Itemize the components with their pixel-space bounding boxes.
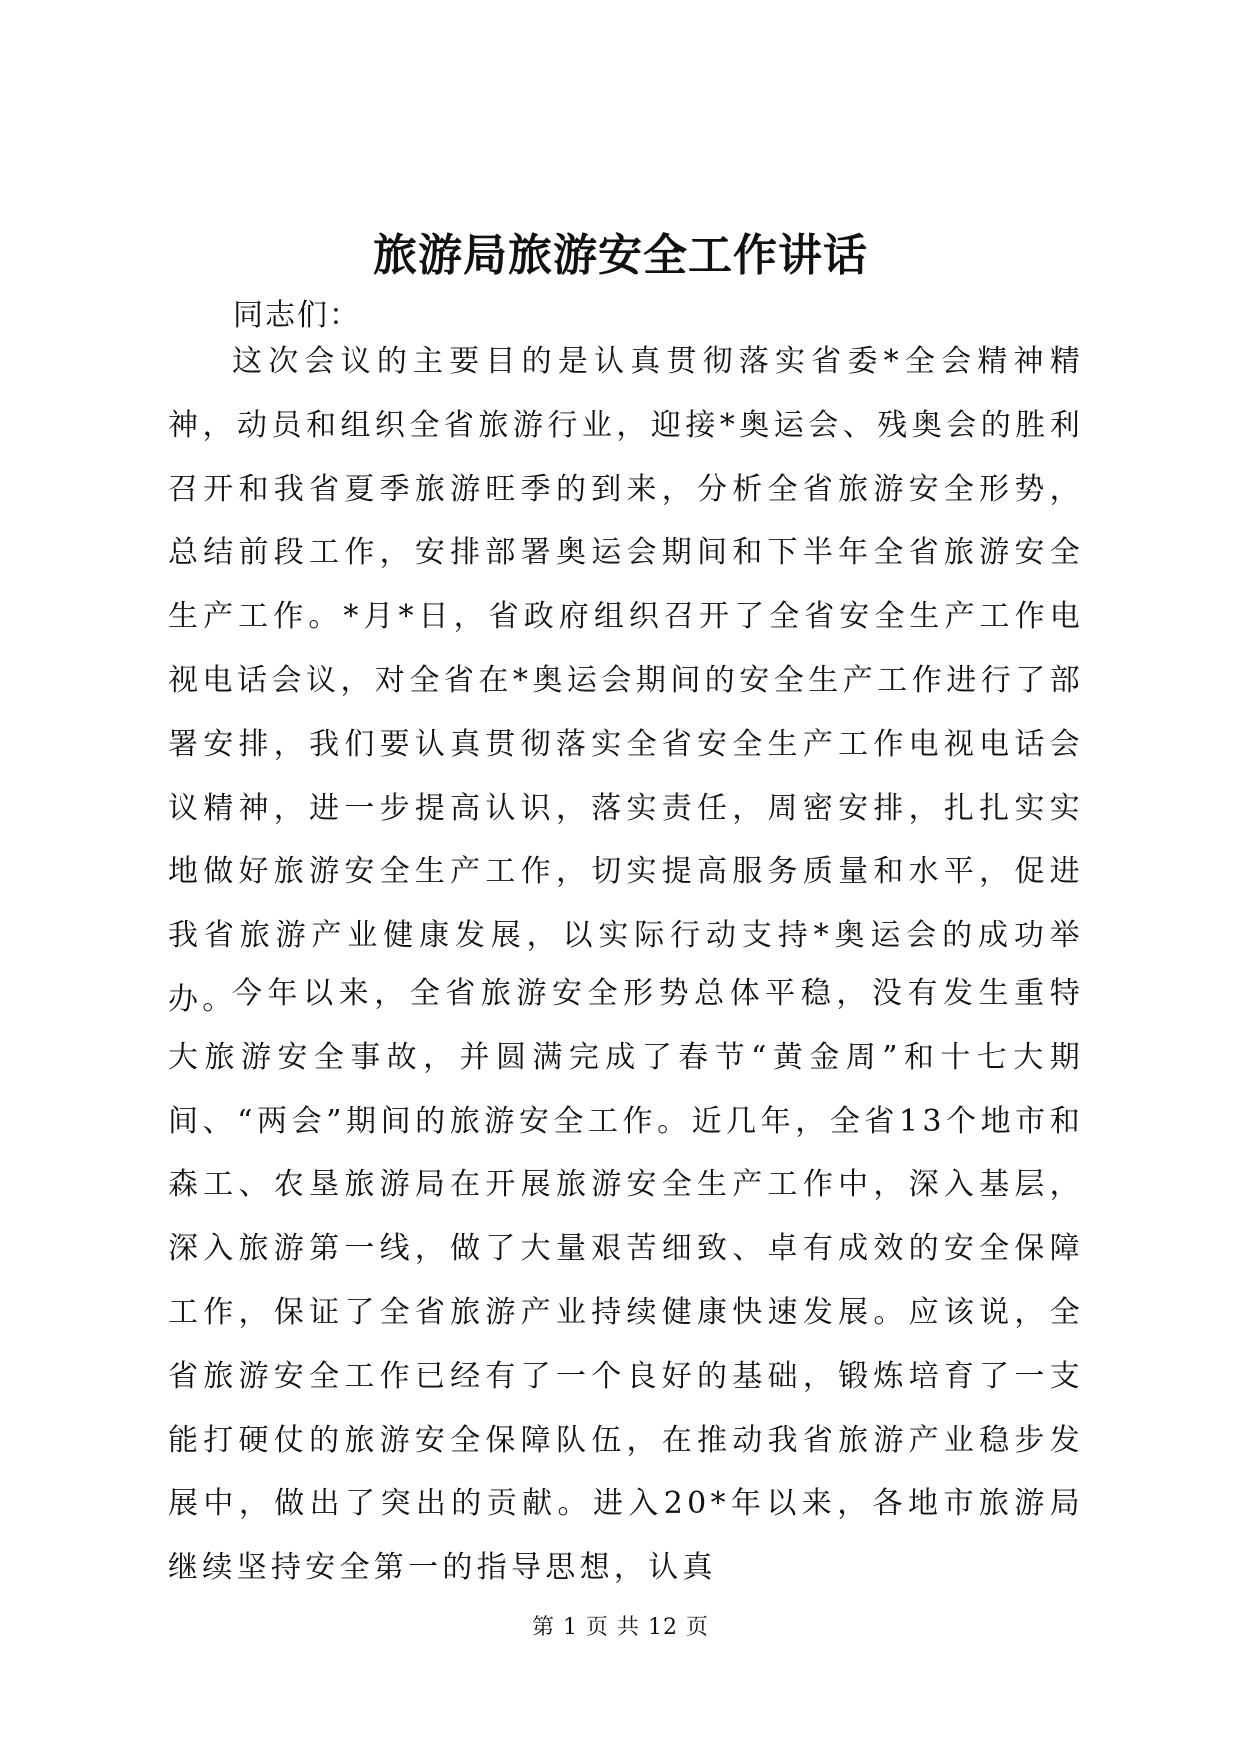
salutation: 同志们： xyxy=(233,298,361,333)
document-title: 旅游局旅游安全工作讲话 xyxy=(373,230,868,281)
paragraph: 今年以来，全省旅游安全形势总体平稳，没有发生重特大旅游安全事故，并圆满完成了春节“黄金周”和十七大期间、“两会”期间的旅游安全工作。近几年，全省13个地市和森工、农垦旅游局在开展旅游安全生产工作中，深入基层，深入旅游第一线，做了大量艰苦细致、卓有成效的安全保障工作，保证了全省旅游产业持续健康快速发展。应该说，全省旅游安全工作已经有了一个良好的基础，锻炼培育了一支能打硬仗的旅游安全保障队伍，在推动我省旅游产业稳步发展中，做出了突出的贡献。进入20*年以来，各地市旅游局继续坚持安全第一的指导思想，认真 xyxy=(168,976,1084,1586)
page-number-footer: 第 1 页 共 12 页 xyxy=(532,1615,709,1640)
paragraph: 这次会议的主要目的是认真贯彻落实省委*全会精神精神，动员和组织全省旅游行业，迎接*奥运会、残奥会的胜利召开和我省夏季旅游旺季的到来，分析全省旅游安全形势，总结前段工作，安排部署奥运会期间和下半年全省旅游安全生产工作。*月*日，省政府组织召开了全省安全生产工作电视电话会议，对全省在*奥运会期间的安全生产工作进行了部署安排，我们要认真贯彻落实全省安全生产工作电视电话会议精神，进一步提高认识，落实责任，周密安排，扎扎实实地做好旅游安全生产工作，切实提高服务质量和水平，促进我省旅游产业健康发展，以实际行动支持*奥运会的成功举办。 xyxy=(168,344,1084,1017)
